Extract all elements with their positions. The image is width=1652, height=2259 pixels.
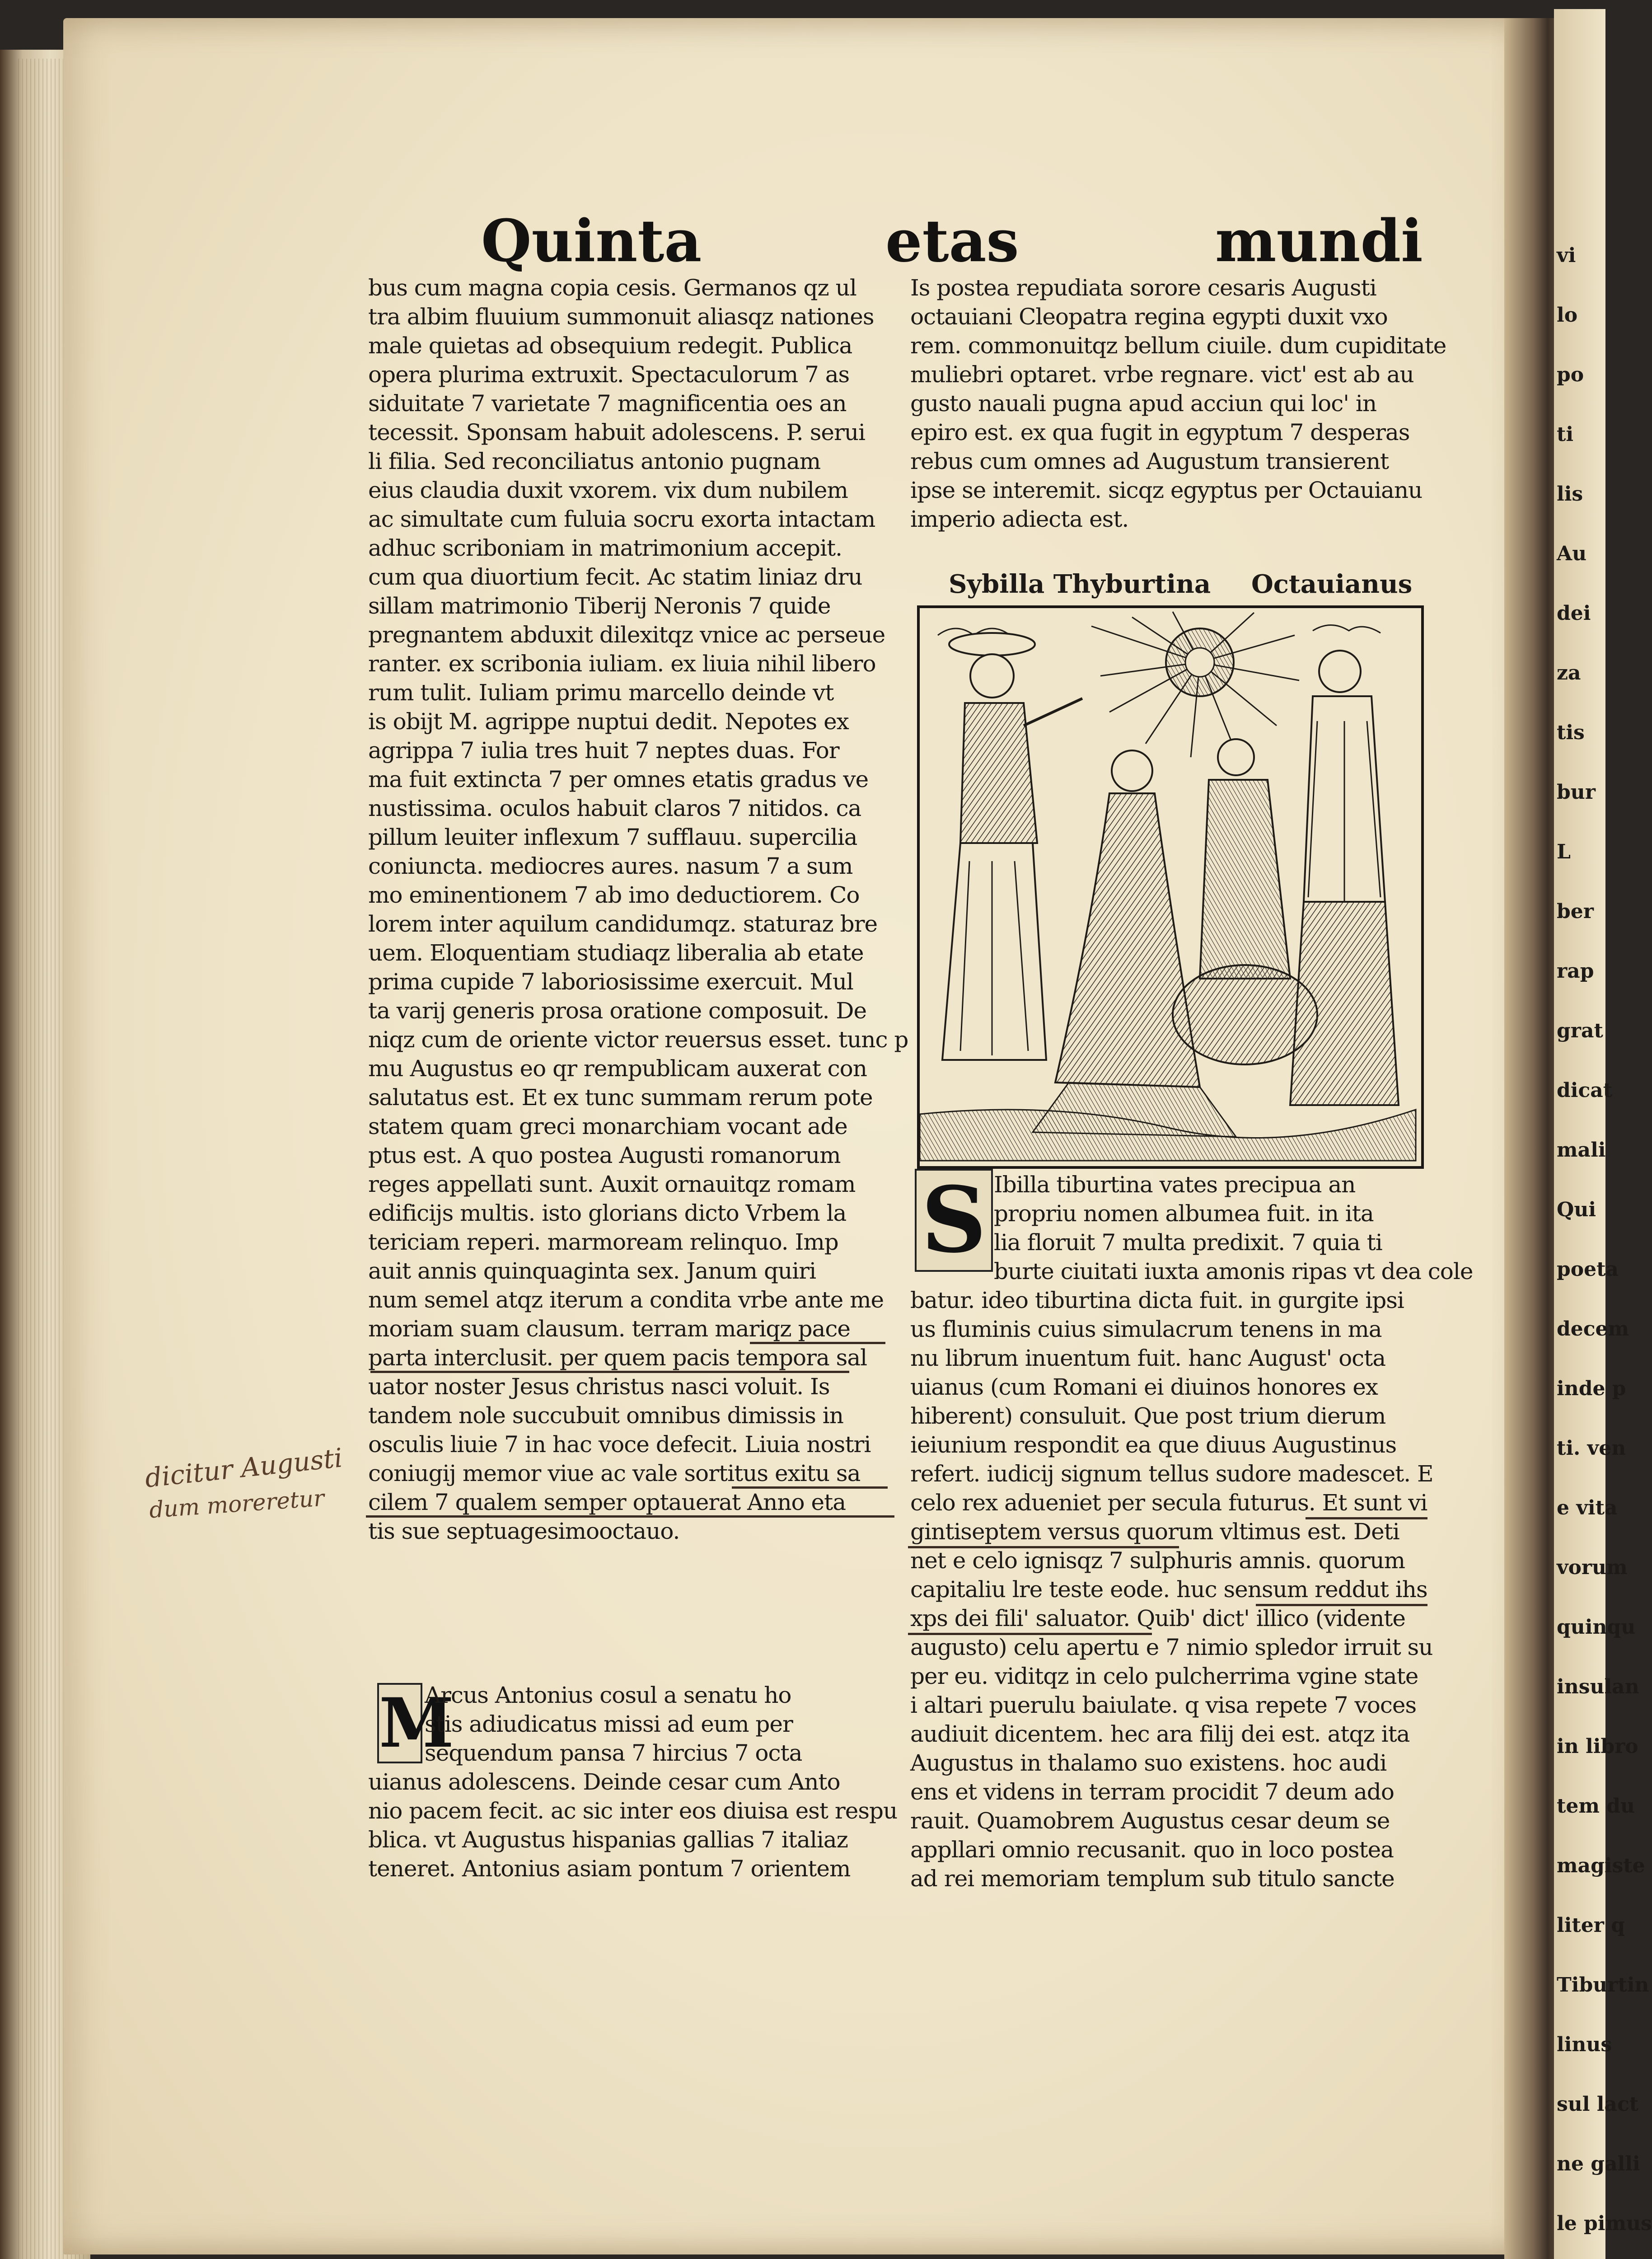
initial-letter-text: M [379, 1683, 454, 1763]
text-line: mu Augustus eo qr rempublicam auxerat con [368, 1055, 867, 1082]
text-line: uianus (cum Romani ei diuinos honores ex [910, 1374, 1378, 1400]
text-line: siduitate 7 varietate 7 magnificentia oes an [368, 390, 847, 417]
text-line: augusto) celu apertu e 7 nimio spledor irruit su [910, 1634, 1433, 1660]
text-line: burte ciuitati iuxta amonis ripas vt dea cole [994, 1258, 1473, 1284]
recto-text-fragment: sul lact [1557, 2093, 1639, 2116]
text-line: per eu. viditqz in celo pulcherrima vgine state [910, 1663, 1418, 1689]
text-line: sillam matrimonio Tiberij Neronis 7 quide [368, 593, 831, 619]
text-line: nio pacem fecit. ac sic inter eos diuisa est respu [368, 1798, 898, 1824]
recto-text-fragment: lo [1557, 304, 1578, 327]
text-line: i altari puerulu baiulate. q visa repete 7 voces [910, 1692, 1417, 1718]
text-line: epiro est. ex qua fugit in egyptum 7 desperas [910, 419, 1410, 445]
recto-text-fragment: quinqu [1557, 1616, 1636, 1639]
text-line: hiberent) consuluit. Que post trium dierum [910, 1403, 1386, 1429]
text-line: nu librum inuentum fuit. hanc August' octa [910, 1345, 1386, 1371]
text-line: rebus cum omnes ad Augustum transierent [910, 448, 1389, 474]
text-line: osculis liuie 7 in hac voce defecit. Liuia nostri [368, 1431, 871, 1458]
text-line: cilem 7 qualem semper optauerat Anno eta [368, 1489, 846, 1515]
text-line: Is postea repudiata sorore cesaris Augusti [910, 275, 1376, 301]
recto-text-fragment: grat [1557, 1019, 1603, 1042]
recto-text-fragment: in libro [1557, 1735, 1638, 1758]
text-line: prima cupide 7 laboriosissime exercuit. Mul [368, 969, 853, 995]
text-line: li filia. Sed reconciliatus antonio pugnam [368, 448, 821, 474]
text-line: ptus est. A quo postea Augusti romanorum [368, 1142, 841, 1168]
text-line: stis adiudicatus missi ad eum per [425, 1711, 793, 1737]
recto-text-fragment: mali [1557, 1139, 1606, 1162]
recto-page-fragment [1554, 9, 1652, 2259]
text-line: octauiani Cleopatra regina egypti duxit vxo [910, 304, 1388, 330]
text-line: gusto nauali pugna apud acciun qui loc' in [910, 390, 1377, 417]
text-line: muliebri optaret. vrbe regnare. vict' est ab au [910, 361, 1414, 388]
text-line: uator noster Jesus christus nasci voluit. Is [368, 1373, 830, 1400]
text-line: blica. vt Augustus hispanias gallias 7 italiaz [368, 1827, 848, 1853]
text-line: opera plurima extruxit. Spectaculorum 7 as [368, 361, 850, 388]
recto-text-fragment: e vita [1557, 1496, 1618, 1519]
text-line: pregnantem abduxit dilexitqz vnice ac perseue [368, 622, 885, 648]
recto-text-fragment: Qui [1557, 1198, 1596, 1221]
text-line: gintiseptem versus quorum vltimus est. Deti [910, 1518, 1399, 1545]
caption-octauianus: Octauianus [1251, 569, 1413, 599]
text-line: ens et videns in terram procidit 7 deum ado [910, 1779, 1394, 1805]
text-line: lorem inter aquilum candidumqz. staturaz bre [368, 911, 878, 937]
text-line: rem. commonuitqz bellum ciuile. dum cupiditate [910, 333, 1446, 359]
recto-text-fragment: poeta [1557, 1258, 1619, 1281]
text-line: agrippa 7 iulia tres huit 7 neptes duas. For [368, 737, 839, 764]
text-line: niqz cum de oriente victor reuersus esset. tunc p [368, 1026, 908, 1053]
recto-text-fragment: bur [1557, 781, 1596, 804]
text-line: ipse se interemit. sicqz egyptus per Octauianu [910, 477, 1423, 503]
recto-text-fragment: ti. ven [1557, 1437, 1626, 1460]
text-line: mo eminentionem 7 ab imo deductiorem. Co [368, 882, 860, 908]
text-line: teneret. Antonius asiam pontum 7 orientem [368, 1856, 851, 1882]
text-line: rauit. Quamobrem Augustus cesar deum se [910, 1808, 1390, 1834]
ink-underline [370, 1371, 849, 1373]
text-line: cum qua diuortium fecit. Ac statim liniaz dru [368, 564, 862, 590]
text-line: moriam suam clausum. terram mariqz pace [368, 1316, 850, 1342]
left-column-text [368, 273, 908, 1546]
text-line: ac simultate cum fuluia socru exorta intactam [368, 506, 875, 532]
text-line: ad rei memoriam templum sub titulo sancte [910, 1865, 1395, 1892]
text-line: sequendum pansa 7 hircius 7 octa [425, 1740, 802, 1766]
text-line: bus cum magna copia cesis. Germanos qz ul [368, 275, 856, 301]
ink-underline [908, 1633, 1152, 1635]
text-line: appllari omnio recusanit. quo in loco postea [910, 1837, 1394, 1863]
text-line: tecessit. Sponsam habuit adolescens. P. serui [368, 419, 866, 445]
marginal-note-line: dum moreretur [148, 1485, 325, 1523]
recto-text-fragment: tem du [1557, 1795, 1635, 1818]
recto-text-fragment: dei [1557, 602, 1591, 625]
text-line: capitaliu lre teste eode. huc sensum reddut ihs [910, 1576, 1427, 1603]
text-line: male quietas ad obsequium redegit. Publica [368, 333, 852, 359]
text-line: statem quam greci monarchiam vocant ade [368, 1113, 847, 1139]
ink-underline [750, 1342, 885, 1344]
text-line: eius claudia duxit vxorem. vix dum nubilem [368, 477, 848, 503]
ink-underline [732, 1486, 888, 1489]
text-line: num semel atqz iterum a condita vrbe ante me [368, 1287, 884, 1313]
recto-text-fragment: L [1557, 840, 1571, 863]
recto-text-fragment: Tiburtin [1557, 1973, 1649, 1997]
recto-text-fragment: liter q [1557, 1914, 1625, 1937]
text-line: refert. iudicij signum tellus sudore madescet. E [910, 1461, 1433, 1487]
text-line: nustissima. oculos habuit claros 7 nitidos. ca [368, 795, 861, 821]
woodcut-drawing [920, 608, 1416, 1161]
left-bottom-indented-text [425, 1681, 892, 1767]
text-line: parta interclusit. per quem pacis tempora sal [368, 1345, 867, 1371]
woodcut-illustration [917, 605, 1424, 1169]
recto-text-fragment: magiste [1557, 1854, 1645, 1877]
caption-sybilla: Sybilla Thyburtina [949, 569, 1211, 599]
recto-text-fragment: inde p [1557, 1377, 1626, 1400]
header-center: etas [885, 207, 1019, 275]
recto-text-fragment: lis [1557, 483, 1583, 506]
right-column-top-text [910, 273, 1446, 534]
recto-text-fragment: decem [1557, 1317, 1629, 1340]
ink-underline [366, 1515, 894, 1518]
text-line: pillum leuiter inflexum 7 sufflauu. supercilia [368, 824, 857, 850]
recto-text-fragment: ber [1557, 900, 1594, 923]
ink-underline [1256, 1604, 1427, 1606]
right-indented-text [994, 1170, 1473, 1286]
text-line: us fluminis cuius simulacrum tenens in ma [910, 1316, 1382, 1342]
text-line: audiuit dicentem. hec ara filij dei est. atqz ita [910, 1721, 1410, 1747]
recto-text-fragment: za [1557, 661, 1581, 684]
text-line: lia floruit 7 multa predixit. 7 quia ti [994, 1229, 1382, 1256]
text-line: ieiunium respondit ea que diuus Augustinus [910, 1432, 1397, 1458]
text-line: Arcus Antonius cosul a senatu ho [425, 1682, 791, 1708]
text-line: imperio adiecta est. [910, 506, 1129, 532]
text-line: uem. Eloquentiam studiaqz liberalia ab etate [368, 940, 864, 966]
text-line: auit annis quinquaginta sex. Janum quiri [368, 1258, 816, 1284]
text-line: coniuncta. mediocres aures. nasum 7 a sum [368, 853, 853, 879]
text-line: is obijt M. agrippe nuptui dedit. Nepotes ex [368, 708, 849, 735]
recto-text-fragment: vi [1557, 244, 1576, 267]
ink-underline [908, 1546, 1179, 1548]
recto-text-fragment: vorum [1557, 1556, 1628, 1579]
initial-letter-text: S [921, 1167, 987, 1273]
text-line: salutatus est. Et ex tunc summam rerum pote [368, 1084, 873, 1111]
text-line: xps dei fili' saluator. Quib' dict' illico (vidente [910, 1605, 1405, 1631]
header-left: Quinta [481, 207, 702, 275]
recto-text-fragment: ti [1557, 423, 1574, 446]
text-line: celo rex adueniet per secula futurus. Et sunt vi [910, 1490, 1427, 1516]
text-line: batur. ideo tiburtina dicta fuit. in gurgite ipsi [910, 1287, 1404, 1313]
ink-underline [1306, 1517, 1427, 1519]
initial-letter-s [915, 1169, 993, 1272]
text-line: tra albim fluuium summonuit aliasqz nationes [368, 304, 874, 330]
recto-text-fragment: Au [1557, 542, 1587, 565]
recto-text-fragment: rap [1557, 960, 1594, 983]
header-right: mundi [1215, 207, 1423, 275]
marginal-note-line: dicitur Augusti [143, 1442, 344, 1494]
recto-text-fragment: insulan [1557, 1675, 1639, 1698]
text-line: Ibilla tiburtina vates precipua an [994, 1172, 1356, 1198]
text-line: edificijs multis. isto glorians dicto Vrbem la [368, 1200, 847, 1226]
text-line: coniugij memor viue ac vale sortitus exitu sa [368, 1460, 861, 1486]
text-line: tis sue septuagesimooctauo. [368, 1518, 680, 1544]
text-line: tericiam reperi. marmoream relinquo. Imp [368, 1229, 838, 1255]
initial-letter-m [377, 1683, 454, 1763]
text-line: ta varij generis prosa oratione composuit. De [368, 998, 867, 1024]
text-line: Augustus in thalamo suo existens. hoc audi [910, 1750, 1387, 1776]
text-line: net e celo ignisqz 7 sulphuris amnis. quorum [910, 1547, 1405, 1574]
left-bottom-text [368, 1767, 898, 1883]
text-line: propriu nomen albumea fuit. in ita [994, 1200, 1374, 1227]
text-line: ma fuit extincta 7 per omnes etatis gradus ve [368, 766, 869, 792]
text-line: reges appellati sunt. Auxit ornauitqz romam [368, 1171, 856, 1197]
recto-text-fragment: ne galli [1557, 2152, 1640, 2175]
right-body-text [910, 1286, 1433, 1893]
text-line: adhuc scriboniam in matrimonium accepit. [368, 535, 842, 561]
text-line: rum tulit. Iuliam primu marcello deinde vt [368, 680, 834, 706]
recto-text-fragment: le pimus [1557, 2212, 1652, 2235]
text-line: uianus adolescens. Deinde cesar cum Anto [368, 1769, 840, 1795]
recto-text-fragment: po [1557, 363, 1584, 386]
recto-text-fragment: linus [1557, 2033, 1612, 2056]
text-line: ranter. ex scribonia iuliam. ex liuia nihil libero [368, 651, 876, 677]
text-line: tandem nole succubuit omnibus dimissis in [368, 1402, 843, 1429]
recto-text-fragment: tis [1557, 721, 1585, 744]
recto-text-fragment: dicat [1557, 1079, 1613, 1102]
